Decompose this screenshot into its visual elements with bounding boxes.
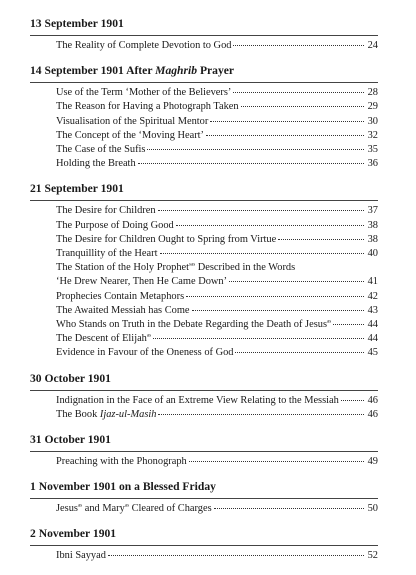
page-number: 35 — [367, 144, 378, 156]
dot-leader — [206, 135, 364, 136]
dot-leader — [333, 324, 364, 325]
toc-entry — [30, 143, 378, 157]
section-heading-text: 1 November 1901 on a Blessed Friday — [30, 480, 216, 494]
entry-title — [56, 219, 174, 233]
page-number: 36 — [367, 158, 378, 170]
entry-title — [56, 100, 239, 114]
toc-entry — [30, 204, 378, 218]
toc-entry — [30, 100, 378, 114]
dot-leader — [214, 508, 364, 509]
entry-title-text: The Awaited Messiah has Come — [56, 304, 190, 316]
toc-entry — [30, 304, 378, 318]
toc-entry — [30, 233, 378, 247]
dot-leader — [147, 149, 364, 150]
toc-entry — [30, 455, 378, 469]
entry-title — [56, 143, 145, 157]
toc-entry — [30, 502, 378, 516]
entry-title-text: Use of the Term ‘Mother of the Believers’ — [56, 87, 232, 99]
entry-title — [56, 318, 331, 332]
page-number: 44 — [367, 333, 378, 345]
entry-list — [30, 499, 378, 520]
toc-section — [30, 369, 378, 426]
entry-title-text: Evidence in Favour of the Oneness of God — [56, 347, 234, 359]
entry-title — [56, 304, 190, 318]
dot-leader — [153, 338, 364, 339]
entry-title-text: The Concept of the ‘Moving Heart’ — [56, 129, 205, 141]
section-heading — [30, 369, 378, 391]
entry-title-text: Tranquillity of the Heart — [56, 248, 158, 260]
section-heading-text: 2 November 1901 — [30, 527, 117, 541]
toc-entry — [30, 275, 378, 289]
entry-title-text: Visualisation of the Spiritual Mentor — [56, 115, 209, 127]
dot-leader — [192, 310, 364, 311]
dot-leader — [186, 296, 364, 297]
section-heading — [30, 524, 378, 546]
page-number: 52 — [367, 550, 378, 562]
page-number: 41 — [367, 276, 378, 288]
entry-title — [56, 549, 106, 563]
honorific-superscript: as — [326, 319, 332, 325]
dot-leader — [158, 210, 364, 211]
entry-title — [56, 247, 158, 261]
toc-entry — [30, 247, 378, 261]
dot-leader — [210, 121, 364, 122]
entry-title-text: Prophecies Contain Metaphors — [56, 290, 185, 302]
section-heading-text: 13 September 1901 — [30, 17, 124, 30]
entry-title-text: Indignation in the Face of an Extreme View Relating to the Messiah — [56, 394, 339, 406]
section-heading-text: 21 September 1901 — [30, 182, 124, 196]
entry-title — [56, 233, 276, 247]
toc-section — [30, 61, 378, 175]
entry-title-text: The Reason for Having a Photograph Taken — [56, 101, 239, 113]
entry-title — [56, 455, 187, 469]
entry-title — [56, 39, 231, 53]
page-number: 40 — [367, 248, 378, 260]
entry-title — [56, 129, 204, 143]
entry-title-text: The Station of the Holy Prophet — [56, 262, 190, 274]
entry-title-text: The Desire for Children Ought to Spring from Virtue — [56, 233, 277, 245]
section-heading — [30, 477, 378, 499]
entry-title — [56, 275, 227, 289]
page-number: 24 — [367, 40, 378, 51]
entry-title — [56, 261, 295, 275]
honorific-superscript: sas — [189, 262, 196, 268]
toc-entry — [30, 39, 378, 53]
dot-leader — [189, 461, 364, 462]
toc-entry — [30, 86, 378, 100]
entry-title — [56, 408, 156, 422]
entry-title — [56, 115, 208, 129]
dot-leader — [160, 253, 365, 254]
page-number: 44 — [367, 319, 378, 331]
entry-title — [56, 502, 212, 516]
toc-entry — [30, 219, 378, 233]
dot-leader — [233, 45, 364, 46]
dot-leader — [241, 106, 364, 107]
page-number: 50 — [367, 503, 378, 515]
toc-section — [30, 179, 378, 364]
dot-leader — [233, 92, 364, 93]
toc-entry — [30, 115, 378, 129]
entry-title-text: Holding the Breath — [56, 158, 136, 170]
toc-entry — [30, 332, 378, 346]
entry-title — [56, 290, 184, 304]
entry-list — [30, 201, 378, 364]
toc-entry — [30, 129, 378, 143]
entry-title-text: ‘He Drew Nearer, Then He Came Down’ — [56, 276, 228, 288]
entry-title-text: Preaching with the Phonograph — [56, 456, 187, 468]
section-heading-text: 31 October 1901 — [30, 433, 111, 447]
entry-title-tail: Cleared of Charges — [129, 503, 212, 515]
page-number: 46 — [367, 408, 378, 420]
entry-list — [30, 452, 378, 473]
entry-title-text: The Desire for Children — [56, 205, 156, 217]
toc-entry — [30, 290, 378, 304]
toc-entry — [30, 394, 378, 408]
section-heading-text: 14 September 1901 After — [30, 64, 153, 78]
section-heading-text: 30 October 1901 — [30, 371, 111, 385]
toc-entry — [30, 549, 378, 563]
entry-list — [30, 391, 378, 426]
dot-leader — [278, 239, 364, 240]
entry-title-text: The Reality of Complete Devotion to God — [56, 40, 232, 51]
page-number: 45 — [367, 347, 378, 359]
toc-entry — [30, 261, 378, 275]
toc-entry — [30, 408, 378, 422]
entry-list — [30, 36, 378, 57]
page-number: 37 — [367, 205, 378, 217]
page-number: 32 — [367, 129, 378, 141]
entry-title-tail: and Mary — [82, 503, 125, 515]
toc-section — [30, 524, 378, 567]
section-heading — [30, 61, 378, 83]
dot-leader — [341, 400, 364, 401]
entry-list — [30, 546, 378, 567]
toc-entry — [30, 157, 378, 171]
page-number: 42 — [367, 290, 378, 302]
toc-section — [30, 430, 378, 473]
section-heading-italic: Maghrib — [155, 64, 198, 78]
entry-title-text: Ibni Sayyad — [56, 550, 106, 562]
section-heading — [30, 14, 378, 36]
entry-title — [56, 86, 231, 100]
entry-title — [56, 346, 233, 360]
dot-leader — [235, 352, 364, 353]
entry-title-text: The Purpose of Doing Good — [56, 219, 174, 231]
entry-title — [56, 394, 339, 408]
page-number: 29 — [367, 101, 378, 113]
entry-title-text: The Book — [56, 408, 98, 420]
toc-section — [30, 14, 378, 57]
page-number: 43 — [367, 304, 378, 316]
toc-entry — [30, 346, 378, 360]
entry-title-text: The Case of the Sufis — [56, 144, 146, 156]
page-number: 38 — [367, 219, 378, 231]
dot-leader — [108, 555, 364, 556]
dot-leader — [138, 163, 364, 164]
section-heading — [30, 430, 378, 452]
honorific-superscript: as — [146, 333, 152, 339]
page-number: 38 — [367, 233, 378, 245]
page-number: 28 — [367, 87, 378, 99]
entry-title — [56, 204, 156, 218]
entry-title-text: Jesus — [56, 503, 78, 515]
page-number: 30 — [367, 115, 378, 127]
honorific-superscript: as — [124, 503, 130, 509]
page-number: 46 — [367, 394, 378, 406]
section-heading — [30, 179, 378, 201]
toc-entry — [30, 318, 378, 332]
dot-leader — [176, 225, 364, 226]
entry-list — [30, 83, 378, 175]
page-number: 49 — [367, 456, 378, 468]
entry-title-italic: Ijaz-ul-Masih — [99, 408, 157, 420]
toc-section — [30, 477, 378, 520]
entry-title — [56, 157, 136, 171]
entry-title-text: The Descent of Elijah — [56, 333, 147, 345]
entry-title-tail: Described in the Words — [195, 262, 296, 274]
dot-leader — [158, 414, 364, 415]
entry-title-text: Who Stands on Truth in the Debate Regarding the Death of Jesus — [56, 319, 327, 331]
entry-title — [56, 332, 151, 346]
honorific-superscript: as — [77, 503, 83, 509]
section-heading-tail: Prayer — [199, 64, 235, 78]
dot-leader — [229, 281, 364, 282]
